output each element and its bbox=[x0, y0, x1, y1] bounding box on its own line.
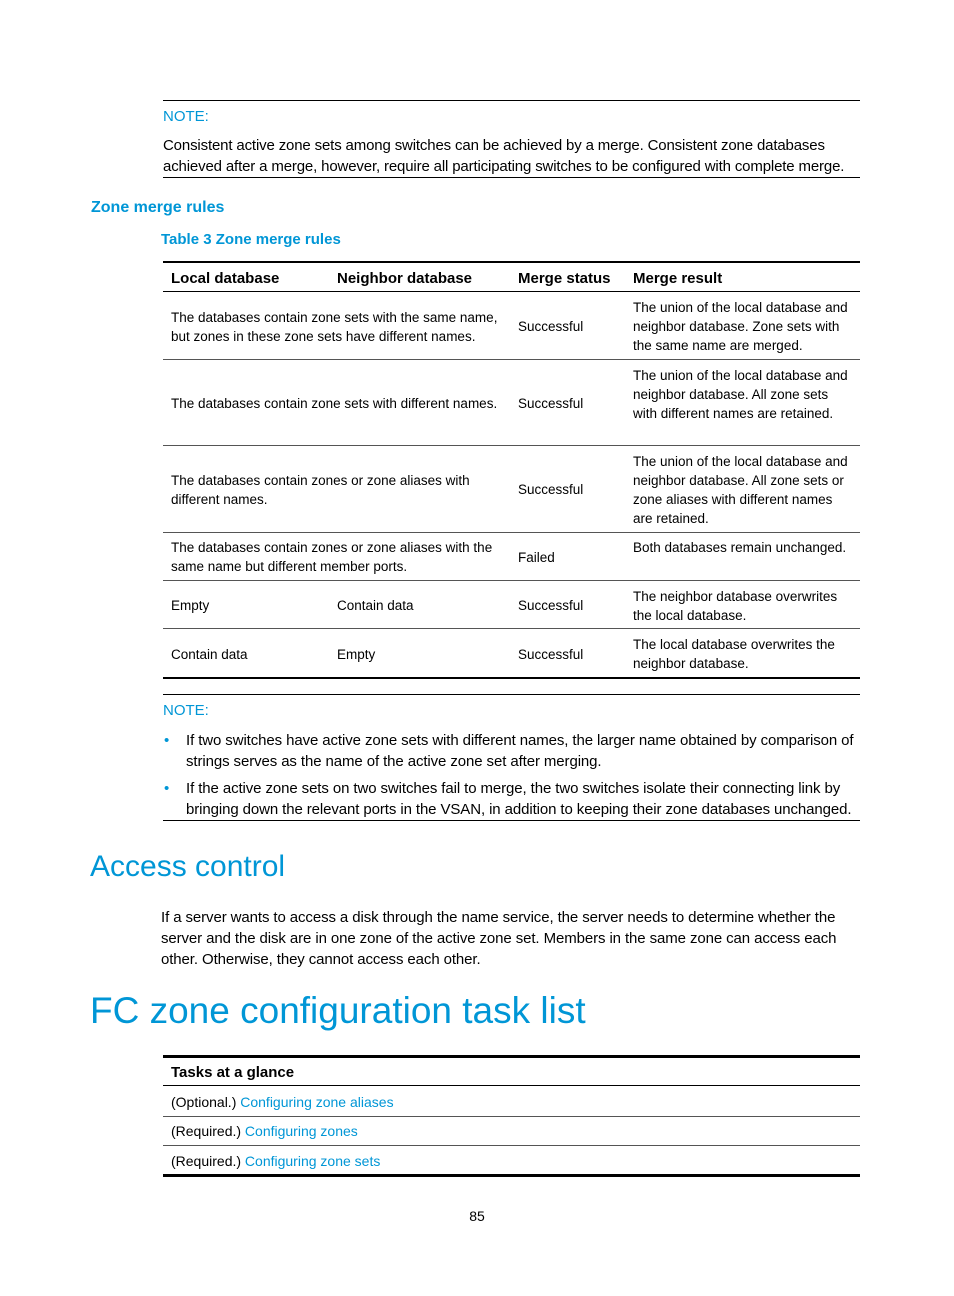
table-cell-result: The neighbor database overwrites the local database. bbox=[633, 589, 838, 623]
page-number: 85 bbox=[469, 1208, 485, 1224]
row-divider bbox=[163, 445, 860, 446]
task-prefix: (Optional.) bbox=[171, 1094, 237, 1110]
configuring-zones-link[interactable]: Configuring zones bbox=[244, 1123, 358, 1139]
table-top-rule bbox=[163, 261, 860, 263]
table-cell-neighbor: Contain data bbox=[337, 598, 414, 613]
table-cell-status: Successful bbox=[518, 598, 584, 613]
table-cell-local: The databases contain zones or zone aliases with different names. bbox=[171, 473, 470, 507]
bullet-icon: • bbox=[164, 732, 170, 749]
note-top-rule bbox=[163, 100, 860, 101]
list-item bbox=[163, 778, 863, 820]
row-divider bbox=[163, 1145, 860, 1146]
col-header-local: Local database bbox=[171, 270, 280, 287]
note-text: Consistent active zone sets among switches can be achieved by a merge. Consistent zone databases achieved after a merge, however, require all participating switches to be configured with complete merge. bbox=[163, 137, 845, 175]
configuring-zone-aliases-link[interactable]: Configuring zone aliases bbox=[240, 1094, 394, 1110]
table-cell-status: Failed bbox=[518, 550, 555, 565]
table-cell-local: The databases contain zones or zone aliases with the same name but different member ports. bbox=[171, 540, 493, 574]
table-cell-status: Successful bbox=[518, 396, 584, 411]
task-row bbox=[171, 1122, 358, 1141]
table-cell-local: The databases contain zone sets with the same name, but zones in these zone sets have different names. bbox=[171, 310, 498, 344]
task-table-header: Tasks at a glance bbox=[171, 1064, 295, 1081]
table-cell-status: Successful bbox=[518, 319, 584, 334]
table-bottom-rule bbox=[163, 677, 860, 679]
bullet-icon: • bbox=[164, 780, 170, 797]
task-row bbox=[171, 1093, 394, 1112]
col-header-status: Merge status bbox=[518, 270, 611, 287]
task-prefix: (Required.) bbox=[171, 1153, 242, 1169]
note-bottom-rule bbox=[163, 820, 860, 821]
table-cell-result: The union of the local database and neighbor database. All zone sets or zone aliases with different names are retained. bbox=[633, 454, 848, 526]
table-cell-result: The union of the local database and neighbor database. All zone sets with different names are retained. bbox=[633, 368, 848, 421]
table-cell-local: Contain data bbox=[171, 647, 248, 662]
access-control-heading: Access control bbox=[90, 850, 286, 883]
task-table-bottom-rule bbox=[163, 1174, 860, 1177]
table-cell-status: Successful bbox=[518, 482, 584, 497]
task-list-heading: FC zone configuration task list bbox=[90, 990, 586, 1031]
configuring-zone-sets-link[interactable]: Configuring zone sets bbox=[244, 1153, 381, 1169]
table-cell-local: The databases contain zone sets with different names. bbox=[171, 396, 498, 411]
table-caption: Table 3 Zone merge rules bbox=[161, 231, 341, 248]
row-divider bbox=[163, 1116, 860, 1117]
note-bullet-list bbox=[163, 730, 863, 820]
table-cell-local: Empty bbox=[171, 598, 210, 613]
table-cell-result: Both databases remain unchanged. bbox=[633, 540, 847, 555]
task-table-top-rule bbox=[163, 1055, 860, 1058]
row-divider bbox=[163, 628, 860, 629]
col-header-result: Merge result bbox=[633, 270, 723, 287]
note-label: NOTE: bbox=[163, 108, 209, 125]
row-divider bbox=[163, 359, 860, 360]
task-row bbox=[171, 1152, 380, 1171]
note-label: NOTE: bbox=[163, 702, 209, 719]
header-rule bbox=[163, 1085, 860, 1086]
table-cell-neighbor: Empty bbox=[337, 647, 376, 662]
header-rule bbox=[163, 291, 860, 292]
task-prefix: (Required.) bbox=[171, 1123, 242, 1139]
note-bottom-rule bbox=[163, 177, 860, 178]
section-heading: Zone merge rules bbox=[91, 199, 225, 216]
table-cell-status: Successful bbox=[518, 647, 584, 662]
col-header-neighbor: Neighbor database bbox=[337, 270, 473, 287]
table-cell-result: The union of the local database and neighbor database. Zone sets with the same name are merged. bbox=[633, 300, 848, 353]
table-cell-result: The local database overwrites the neighbor database. bbox=[633, 637, 835, 671]
access-control-text: If a server wants to access a disk through the name service, the server needs to determine whether the server and the disk are in one zone of the active zone set. Members in the same zone can access each other. Otherwise, they cannot access each other. bbox=[161, 909, 837, 968]
note-top-rule bbox=[163, 694, 860, 695]
list-item-text: If the active zone sets on two switches fail to merge, the two switches isolate their connecting link by bringing down the relevant ports in the VSAN, in addition to keeping their zone databases unchanged. bbox=[186, 780, 852, 818]
row-divider bbox=[163, 532, 860, 533]
list-item bbox=[163, 730, 863, 772]
row-divider bbox=[163, 580, 860, 581]
list-item-text: If two switches have active zone sets with different names, the larger name obtained by comparison of strings serves as the name of the active zone set after merging. bbox=[186, 732, 854, 770]
